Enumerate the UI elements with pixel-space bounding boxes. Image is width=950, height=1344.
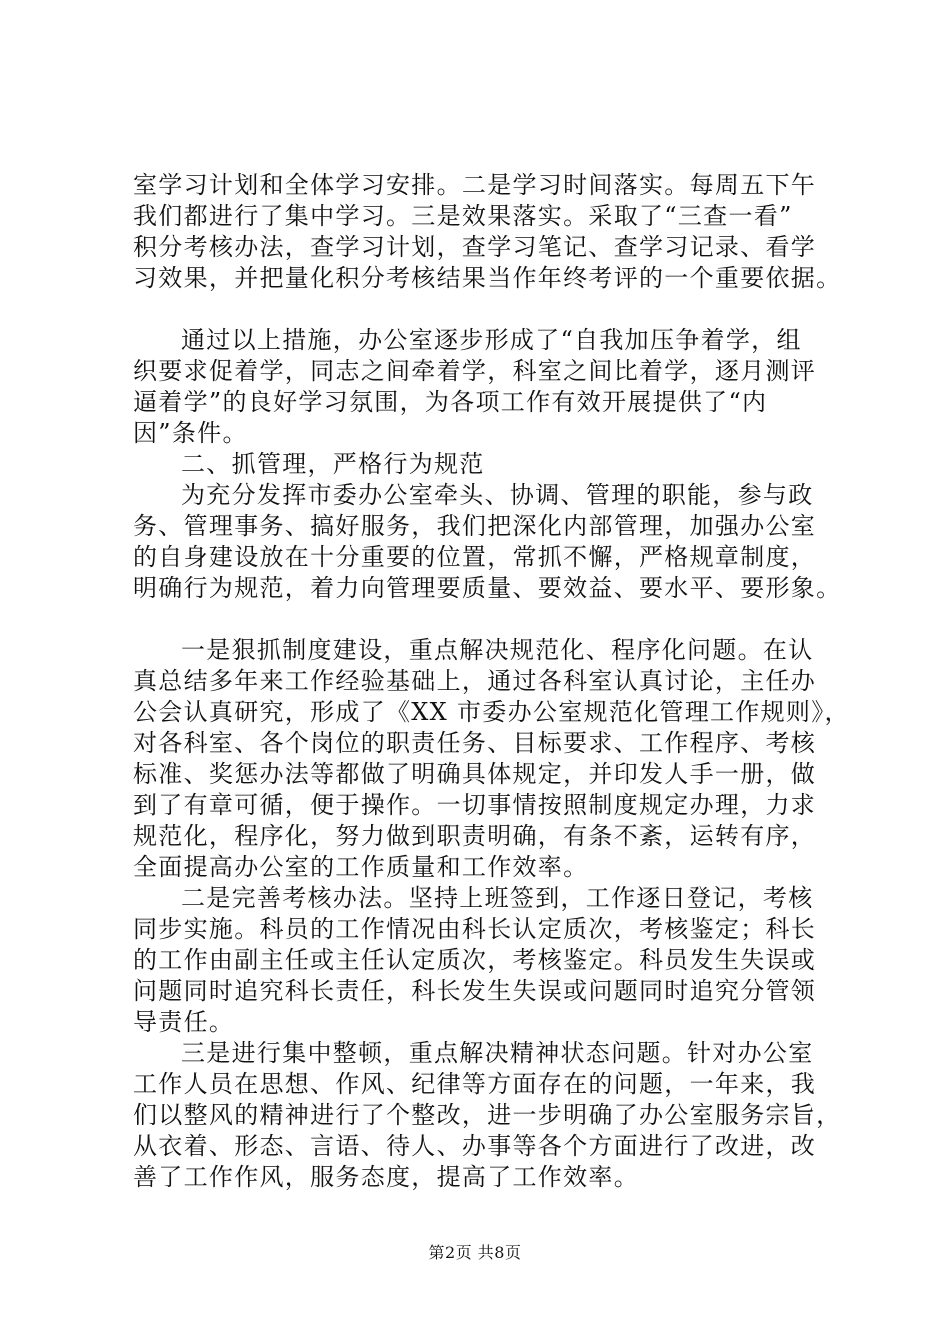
text-line: 为充分发挥市委办公室牵头、协调、管理的职能，参与政: [181, 481, 814, 509]
text-line: 因”条件。: [133, 419, 248, 447]
text-line: 全面提高办公室的工作质量和工作效率。: [133, 853, 589, 881]
paragraph: [133, 883, 853, 1038]
text-line: 我们都进行了集中学习。三是效果落实。采取了“三查一看”: [133, 202, 793, 230]
text-line: 室学习计划和全体学习安排。二是学习时间落实。每周五下午: [133, 171, 817, 199]
paragraph: [133, 635, 853, 883]
text-line: 问题同时追究科长责任，科长发生失误或问题同时追究分管领: [133, 977, 817, 1005]
paragraph: [133, 480, 853, 604]
document-body: [133, 170, 853, 1193]
paragraph: [133, 325, 853, 449]
text-line: 三是进行集中整顿，重点解决精神状态问题。针对办公室: [181, 1039, 814, 1067]
text-line: 织要求促着学，同志之间牵着学，科室之间比着学，逐月测评: [133, 357, 817, 385]
paragraph-gap: [133, 604, 853, 635]
text-line: 善了工作作风，服务态度，提高了工作效率。: [133, 1163, 639, 1191]
text-line: 同步实施。科员的工作情况由科长认定质次，考核鉴定；科长: [133, 915, 817, 943]
text-line: 务、管理事务、搞好服务，我们把深化内部管理，加强办公室: [133, 512, 817, 540]
text-line: 的自身建设放在十分重要的位置，常抓不懈，严格规章制度，: [133, 543, 817, 571]
text-line: 从衣着、形态、言语、待人、办事等各个方面进行了改进，改: [133, 1132, 817, 1160]
text-line: 一是狠抓制度建设，重点解决规范化、程序化问题。在认: [181, 636, 814, 664]
text-line: 逼着学”的良好学习氛围，为各项工作有效开展提供了“内: [133, 388, 768, 416]
paragraph: [133, 449, 853, 480]
text-line: 二是完善考核办法。坚持上班签到，工作逐日登记，考核: [181, 884, 814, 912]
text-line: 积分考核办法，查学习计划，查学习笔记、查学习记录、看学: [133, 233, 817, 261]
paragraph-gap: [133, 294, 853, 325]
text-line: 通过以上措施，办公室逐步形成了“自我加压争着学，组: [181, 326, 802, 354]
text-line: 公会认真研究，形成了《XX 市委办公室规范化管理工作规则》，: [133, 698, 850, 726]
text-line: 工作人员在思想、作风、纪律等方面存在的问题，一年来，我: [133, 1070, 817, 1098]
text-line: 规范化，程序化，努力做到职责明确，有条不紊，运转有序，: [133, 822, 817, 850]
text-line: 明确行为规范，着力向管理要质量、要效益、要水平、要形象。: [133, 574, 842, 602]
text-line: 真总结多年来工作经验基础上，通过各科室认真讨论，主任办: [133, 667, 817, 695]
paragraph: [133, 170, 853, 294]
text-line: 的工作由副主任或主任认定质次，考核鉴定。科员发生失误或: [133, 946, 817, 974]
text-line: 对各科室、各个岗位的职责任务、目标要求、工作程序、考核: [133, 729, 817, 757]
text-line: 标准、奖惩办法等都做了明确具体规定，并印发人手一册，做: [133, 760, 817, 788]
text-line: 们以整风的精神进行了个整改，进一步明确了办公室服务宗旨，: [133, 1101, 842, 1129]
text-line: 习效果，并把量化积分考核结果当作年终考评的一个重要依据。: [133, 264, 842, 292]
text-line: 到了有章可循，便于操作。一切事情按照制度规定办理，力求: [133, 791, 817, 819]
text-line: 导责任。: [133, 1008, 235, 1036]
text-line: 二、抓管理，严格行为规范: [181, 450, 485, 478]
page-number-footer: 第2页 共8页: [428, 1243, 522, 1262]
paragraph: [133, 1038, 853, 1193]
